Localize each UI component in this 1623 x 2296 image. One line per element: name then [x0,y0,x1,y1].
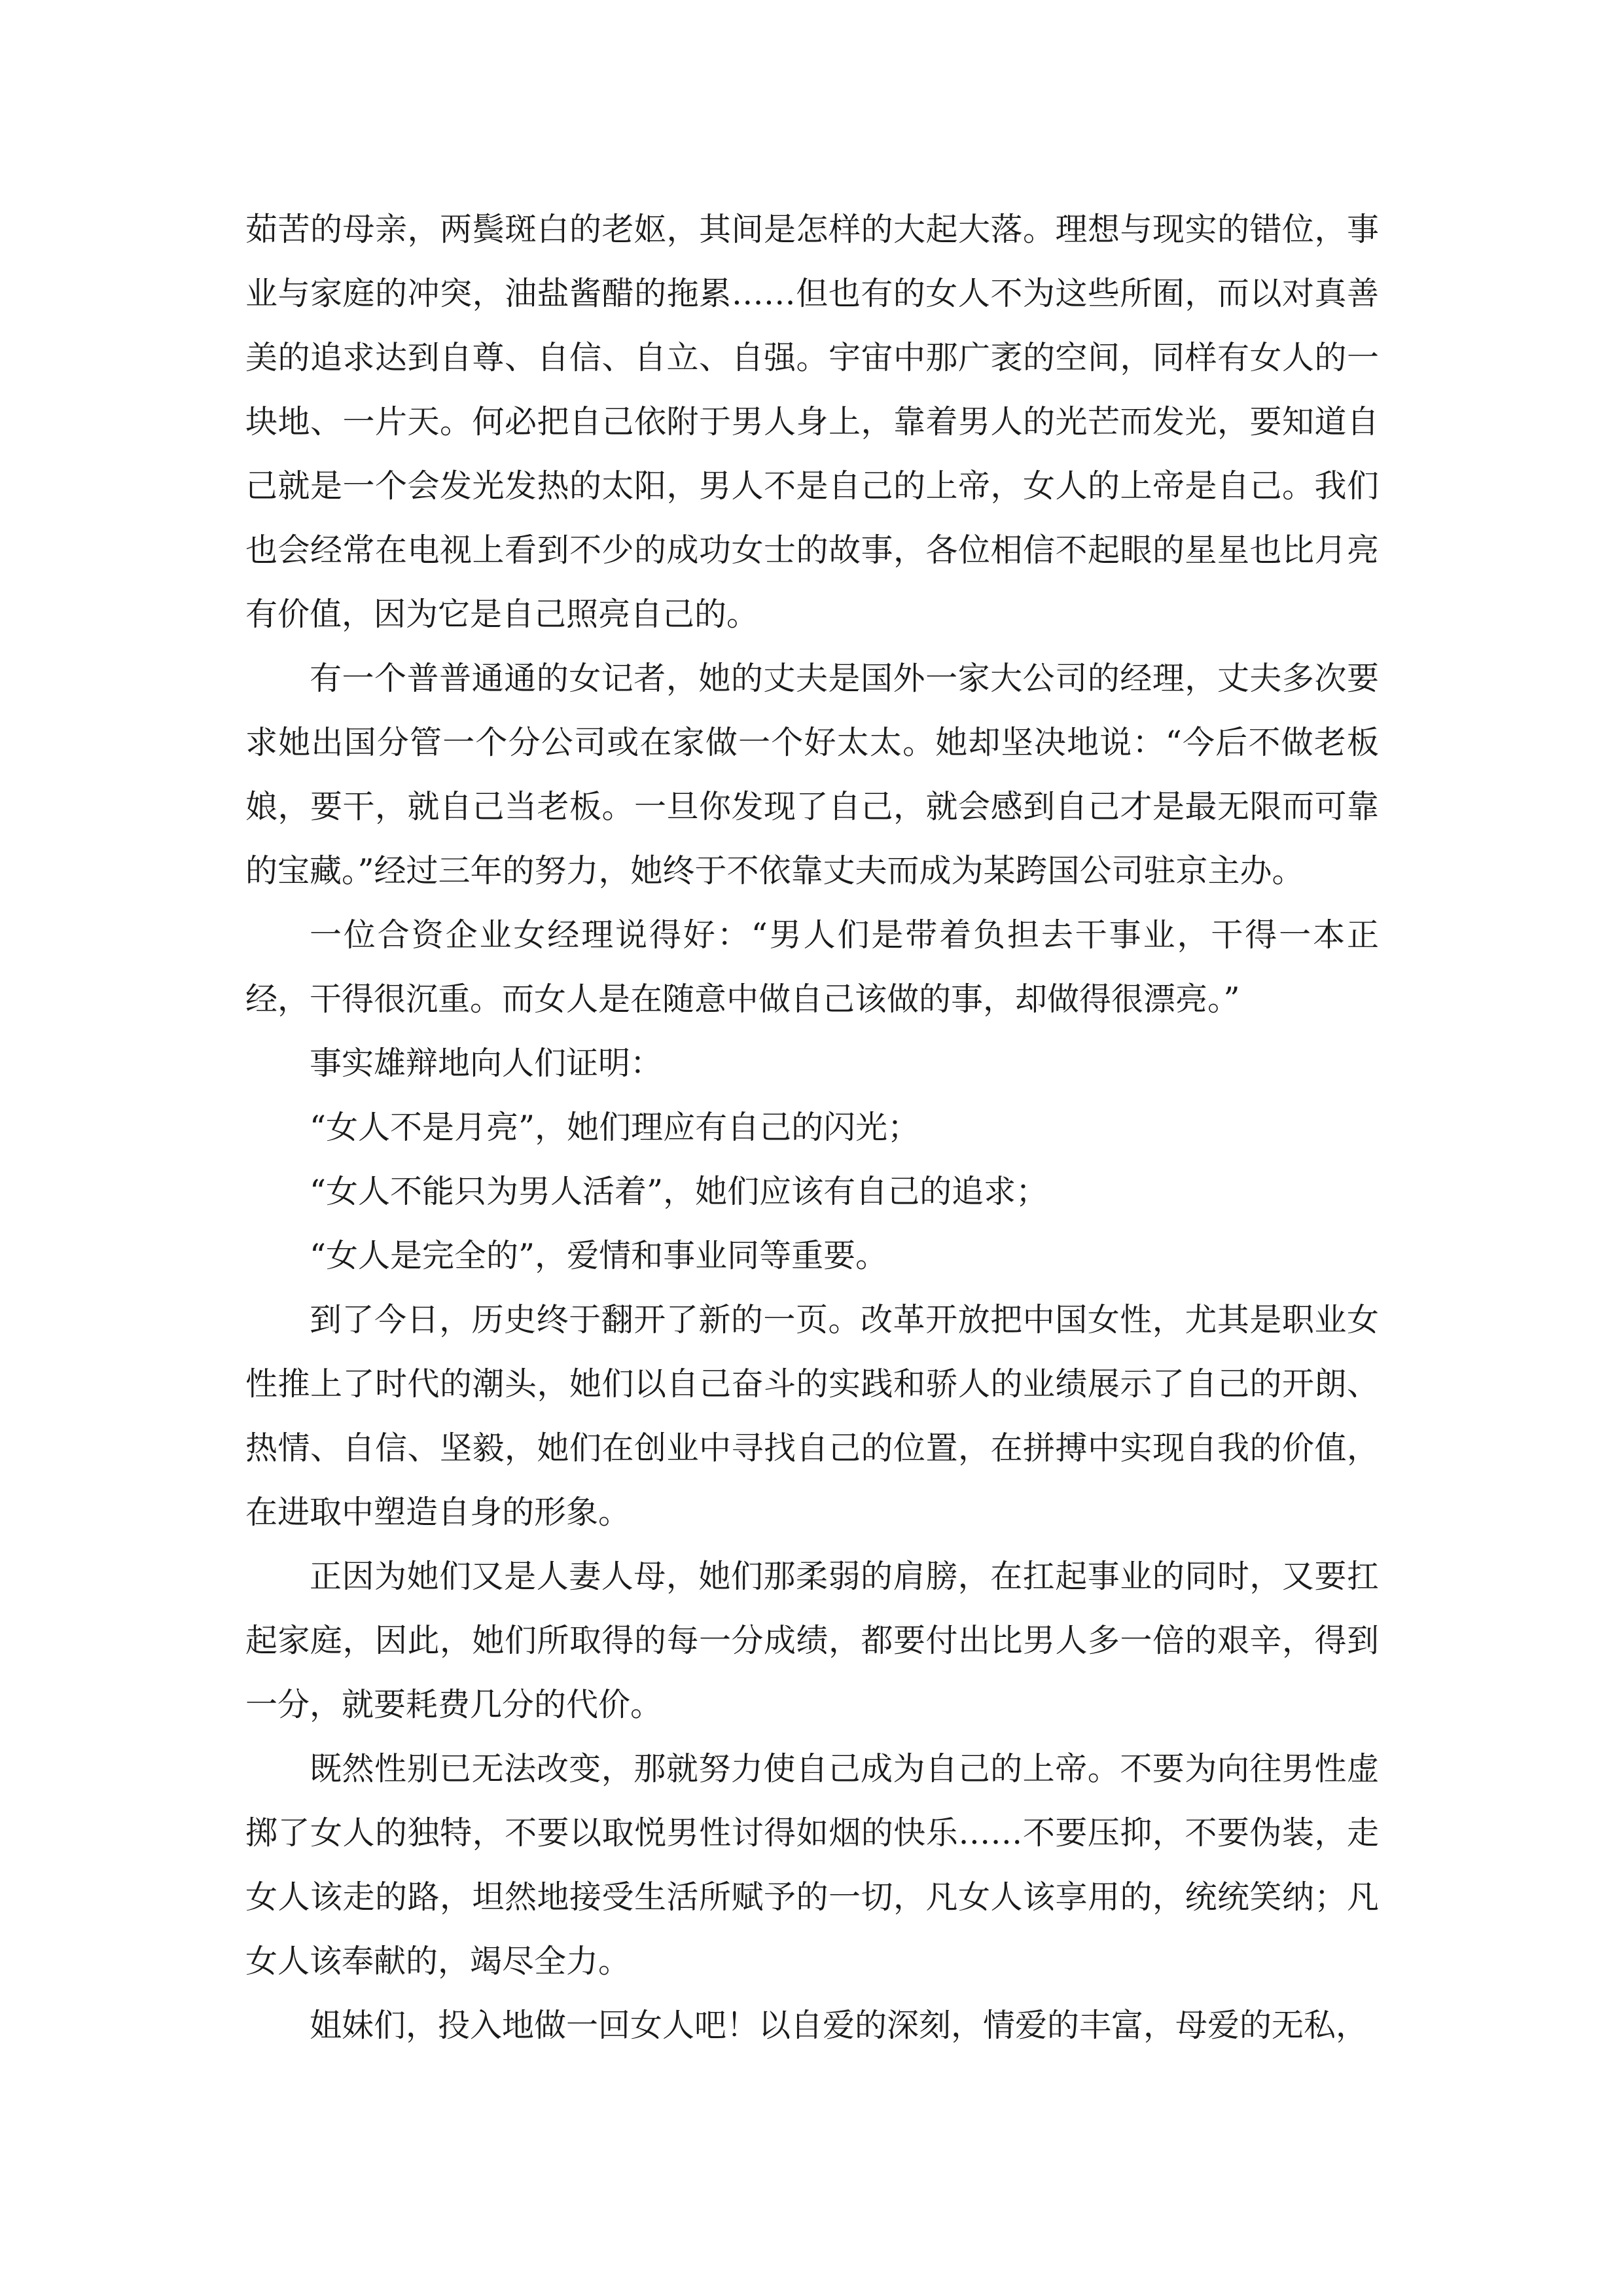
paragraph-wives-mothers: 正因为她们又是人妻人母，她们那柔弱的肩膀，在扛起事业的同时，又要扛起家庭，因此，她们所取得的每一分成绩，都要付出比男人多一倍的艰辛，得到一分，就要耗费几分的代价。 [245,1558,1379,1723]
paragraph-continued: 茹苦的母亲，两鬓斑白的老妪，其间是怎样的大起大落。理想与现实的错位，事业与家庭的冲突，油盐酱醋的拖累……但也有的女人不为这些所囿，而以对真善美的追求达到自尊、自信、自立、自强。宇宙中那广袤的空间，同样有女人的一块地、一片天。何必把自己依附于男人身上，靠着男人的光芒而发光，要知道自己就是一个会发光发热的太阳，男人不是自己的上帝，女人的上帝是自己。我们也会经常在电视上看到不少的成功女士的故事，各位相信不起眼的星星也比月亮有价值，因为它是自己照亮自己的。 [245,211,1379,633]
quote-complete: “女人是完全的”，爱情和事业同等重要。 [310,1237,888,1274]
paragraph-own-god: 既然性别已无法改变，那就努力使自己成为自己的上帝。不要为向往男性虚掷了女人的独特，不要以取悦男性讨得如烟的快乐……不要压抑，不要伪装，走女人该走的路，坦然地接受生活所赋予的一切，凡女人该享用的，统统笑纳；凡女人该奉献的，竭尽全力。 [245,1750,1379,1980]
paragraph-manager-quote: 一位合资企业女经理说得好：“男人们是带着负担去干事业，干得一本正经，干得很沉重。而女人是在随意中做自己该做的事，却做得很漂亮。” [245,916,1379,1018]
paragraph-facts-prove: 事实雄辩地向人们证明： [310,1045,663,1082]
body-text [245,198,1379,2058]
paragraph-journalist: 有一个普普通通的女记者，她的丈夫是国外一家大公司的经理，丈夫多次要求她出国分管一个分公司或在家做一个好太太。她却坚决地说：“今后不做老板娘，要干，就自己当老板。一旦你发现了自己，就会感到自己才是最无限而可靠的宝藏。”经过三年的努力，她终于不依靠丈夫而成为某跨国公司驻京主办。 [245,660,1379,889]
quote-not-for-men: “女人不能只为男人活着”，她们应该有自己的追求； [310,1173,1048,1210]
quote-not-moon: “女人不是月亮”，她们理应有自己的闪光； [310,1109,920,1146]
paragraph-sisters: 姐妹们，投入地做一回女人吧！以自爱的深刻，情爱的丰富，母爱的无私， [310,2007,1368,2044]
paragraph-history: 到了今日，历史终于翻开了新的一页。改革开放把中国女性，尤其是职业女性推上了时代的潮头，她们以自己奋斗的实践和骄人的业绩展示了自己的开朗、热情、自信、坚毅，她们在创业中寻找自己的位置，在拼搏中实现自我的价值，在进取中塑造自身的形象。 [245,1301,1379,1531]
